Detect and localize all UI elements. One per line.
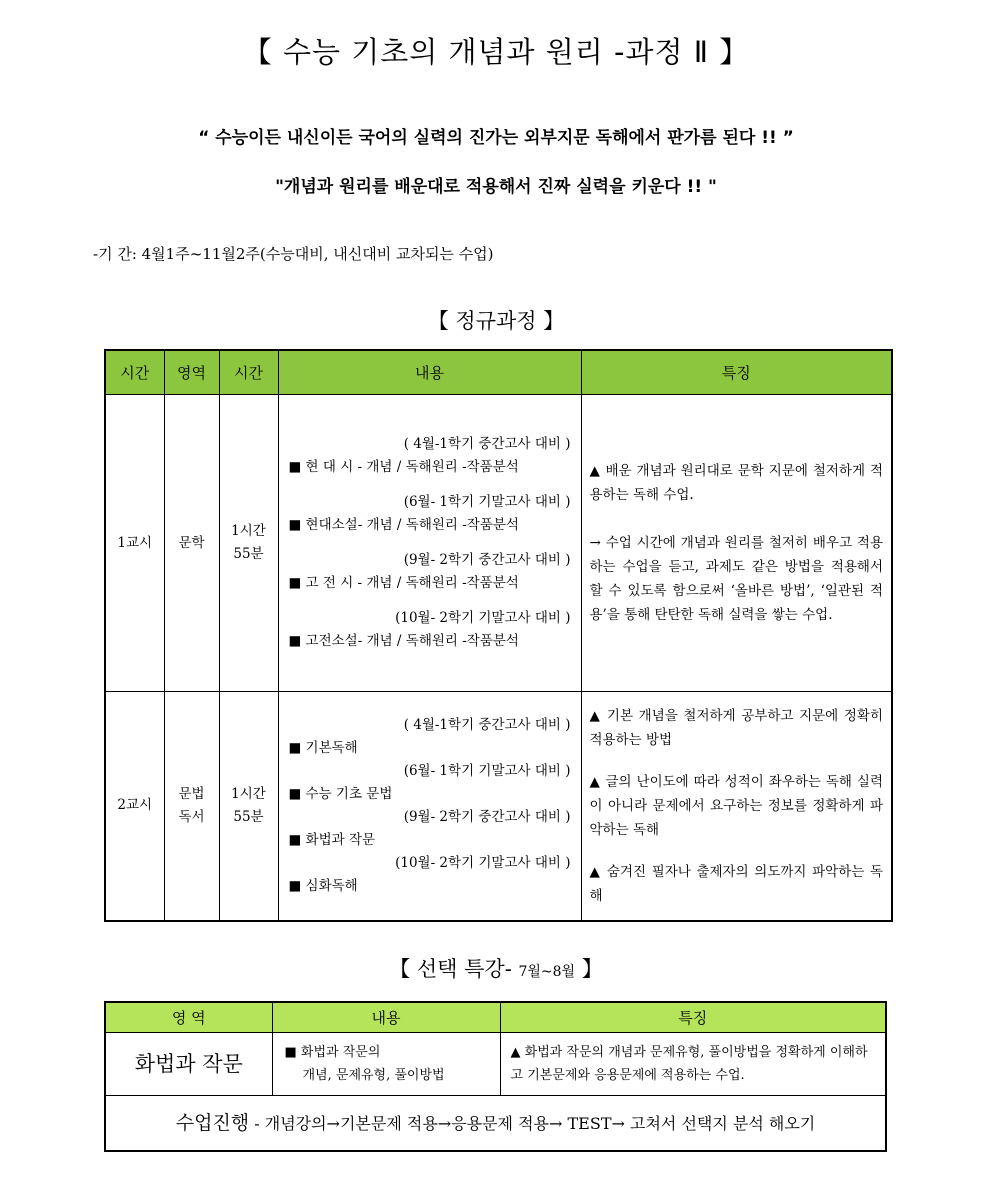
header-duration: 시간 bbox=[219, 350, 278, 395]
exam-period: (6월- 1학기 기말고사 대비 ) bbox=[403, 762, 571, 779]
header-area: 영 역 bbox=[105, 1002, 272, 1033]
duration-line: 1시간 bbox=[231, 523, 266, 539]
feature-item: ▲ 글의 난이도에 따라 성적이 좌우하는 독해 실력이 아니라 문제에서 요구하는 정보를 정확하게 파악하는 독해 bbox=[589, 773, 883, 838]
area-cell: 화법과 작문 bbox=[105, 1033, 272, 1096]
progress-steps: - 개념강의→기본문제 적용→응용문제 적용→ TEST→ 고쳐서 선택지 분석 해오기 bbox=[249, 1113, 816, 1133]
period-cell: 1교시 bbox=[105, 395, 164, 692]
progress-label: 수업진행 bbox=[175, 1111, 250, 1134]
regular-heading: 【 정규과정 】 bbox=[427, 309, 565, 333]
content-line: 개념, 문제유형, 풀이방법 bbox=[302, 1068, 445, 1083]
exam-period: ( 4월-1학기 중간고사 대비 ) bbox=[403, 436, 571, 452]
special-heading-end: 】 bbox=[575, 957, 603, 981]
content-item: ■ 화법과 작문 bbox=[288, 831, 376, 848]
exam-period: (6월- 1학기 기말고사 대비 ) bbox=[403, 494, 571, 510]
duration-line: 55분 bbox=[233, 546, 264, 562]
features-cell bbox=[581, 692, 892, 921]
feature-item: ▲ 숨겨진 필자나 출제자의 의도까지 파악하는 독해 bbox=[589, 863, 883, 904]
area-line: 독서 bbox=[178, 808, 205, 825]
header-time: 시간 bbox=[105, 350, 164, 395]
feature-item: ▲ 배운 개념과 원리대로 문학 지문에 철저하게 적용하는 독해 수업. bbox=[589, 463, 883, 503]
duration-line: 55분 bbox=[233, 808, 264, 825]
header-features: 특징 bbox=[581, 350, 892, 395]
progress-row bbox=[105, 1096, 886, 1152]
header-area: 영역 bbox=[164, 350, 219, 395]
content-item: ■ 현 대 시 - 개념 / 독해원리 -작품분석 bbox=[288, 459, 519, 475]
header-content: 내용 bbox=[278, 350, 581, 395]
header-content: 내용 bbox=[272, 1002, 500, 1033]
period-cell: 2교시 bbox=[105, 692, 164, 921]
special-heading bbox=[0, 953, 992, 983]
content-item: ■ 고전소설- 개념 / 독해원리 -작품분석 bbox=[288, 633, 519, 649]
content-cell bbox=[278, 395, 581, 692]
content-item: ■ 고 전 시 - 개념 / 독해원리 -작품분석 bbox=[288, 575, 519, 591]
table-row bbox=[105, 1033, 886, 1096]
area-cell bbox=[164, 692, 219, 921]
table-header-row bbox=[105, 350, 892, 395]
special-heading-months: 7월~8월 bbox=[518, 964, 576, 980]
table-row bbox=[105, 395, 892, 692]
area-cell: 문학 bbox=[164, 395, 219, 692]
content-item: ■ 기본독해 bbox=[288, 739, 358, 756]
table-row bbox=[105, 692, 892, 921]
quote-1: “ 수능이든 내신이든 국어의 실력의 진가는 외부지문 독해에서 판가름 된다 !! ” bbox=[198, 128, 794, 148]
features-cell bbox=[581, 395, 892, 692]
exam-period: (9월- 2학기 중간고사 대비 ) bbox=[403, 808, 571, 825]
progress-cell bbox=[105, 1096, 886, 1152]
header-features: 특징 bbox=[500, 1002, 886, 1033]
feature-item: ▲ 기본 개념을 철저하게 공부하고 지문에 정확히 적용하는 방법 bbox=[589, 707, 883, 748]
period-text: -기 간: 4월1주~11월2주(수능대비, 내신대비 교차되는 수업) bbox=[93, 245, 494, 263]
quote-2: "개념과 원리를 배운대로 적용해서 진짜 실력을 키운다 !! " bbox=[275, 177, 717, 197]
exam-period: (10월- 2학기 기말고사 대비 ) bbox=[395, 610, 571, 626]
duration-cell bbox=[219, 692, 278, 921]
regular-course-table bbox=[104, 349, 893, 922]
page-title: 【 수능 기초의 개념과 원리 -과정 Ⅱ 】 bbox=[242, 35, 750, 69]
special-heading-text: 【 선택 특강- bbox=[389, 957, 519, 981]
content-cell bbox=[272, 1033, 500, 1096]
feature-item: → 수업 시간에 개념과 원리를 철저히 배우고 적용하는 수업을 듣고, 과제도 같은 방법을 적용해서 할 수 있도록 함으로써 ‘올바른 방법’, ‘일관된 적용’을 통해 탄탄한 독해 실력을 쌓는 수업. bbox=[589, 535, 883, 623]
content-item: ■ 현대소설- 개념 / 독해원리 -작품분석 bbox=[288, 517, 519, 533]
content-line: ■ 화법과 작문의 bbox=[284, 1045, 381, 1060]
duration-cell bbox=[219, 395, 278, 692]
content-cell bbox=[278, 692, 581, 921]
exam-period: ( 4월-1학기 중간고사 대비 ) bbox=[403, 716, 571, 733]
special-course-table bbox=[104, 1001, 887, 1152]
table-header-row bbox=[105, 1002, 886, 1033]
content-item: ■ 심화독해 bbox=[288, 877, 358, 894]
area-line: 문법 bbox=[178, 785, 205, 802]
features-cell: ▲ 화법과 작문의 개념과 문제유형, 풀이방법을 정확하게 이해하고 기본문제와 응용문제에 적용하는 수업. bbox=[500, 1033, 886, 1096]
content-item: ■ 수능 기초 문법 bbox=[288, 785, 393, 802]
duration-line: 1시간 bbox=[231, 785, 266, 802]
exam-period: (10월- 2학기 기말고사 대비 ) bbox=[395, 854, 571, 871]
exam-period: (9월- 2학기 중간고사 대비 ) bbox=[403, 552, 571, 568]
